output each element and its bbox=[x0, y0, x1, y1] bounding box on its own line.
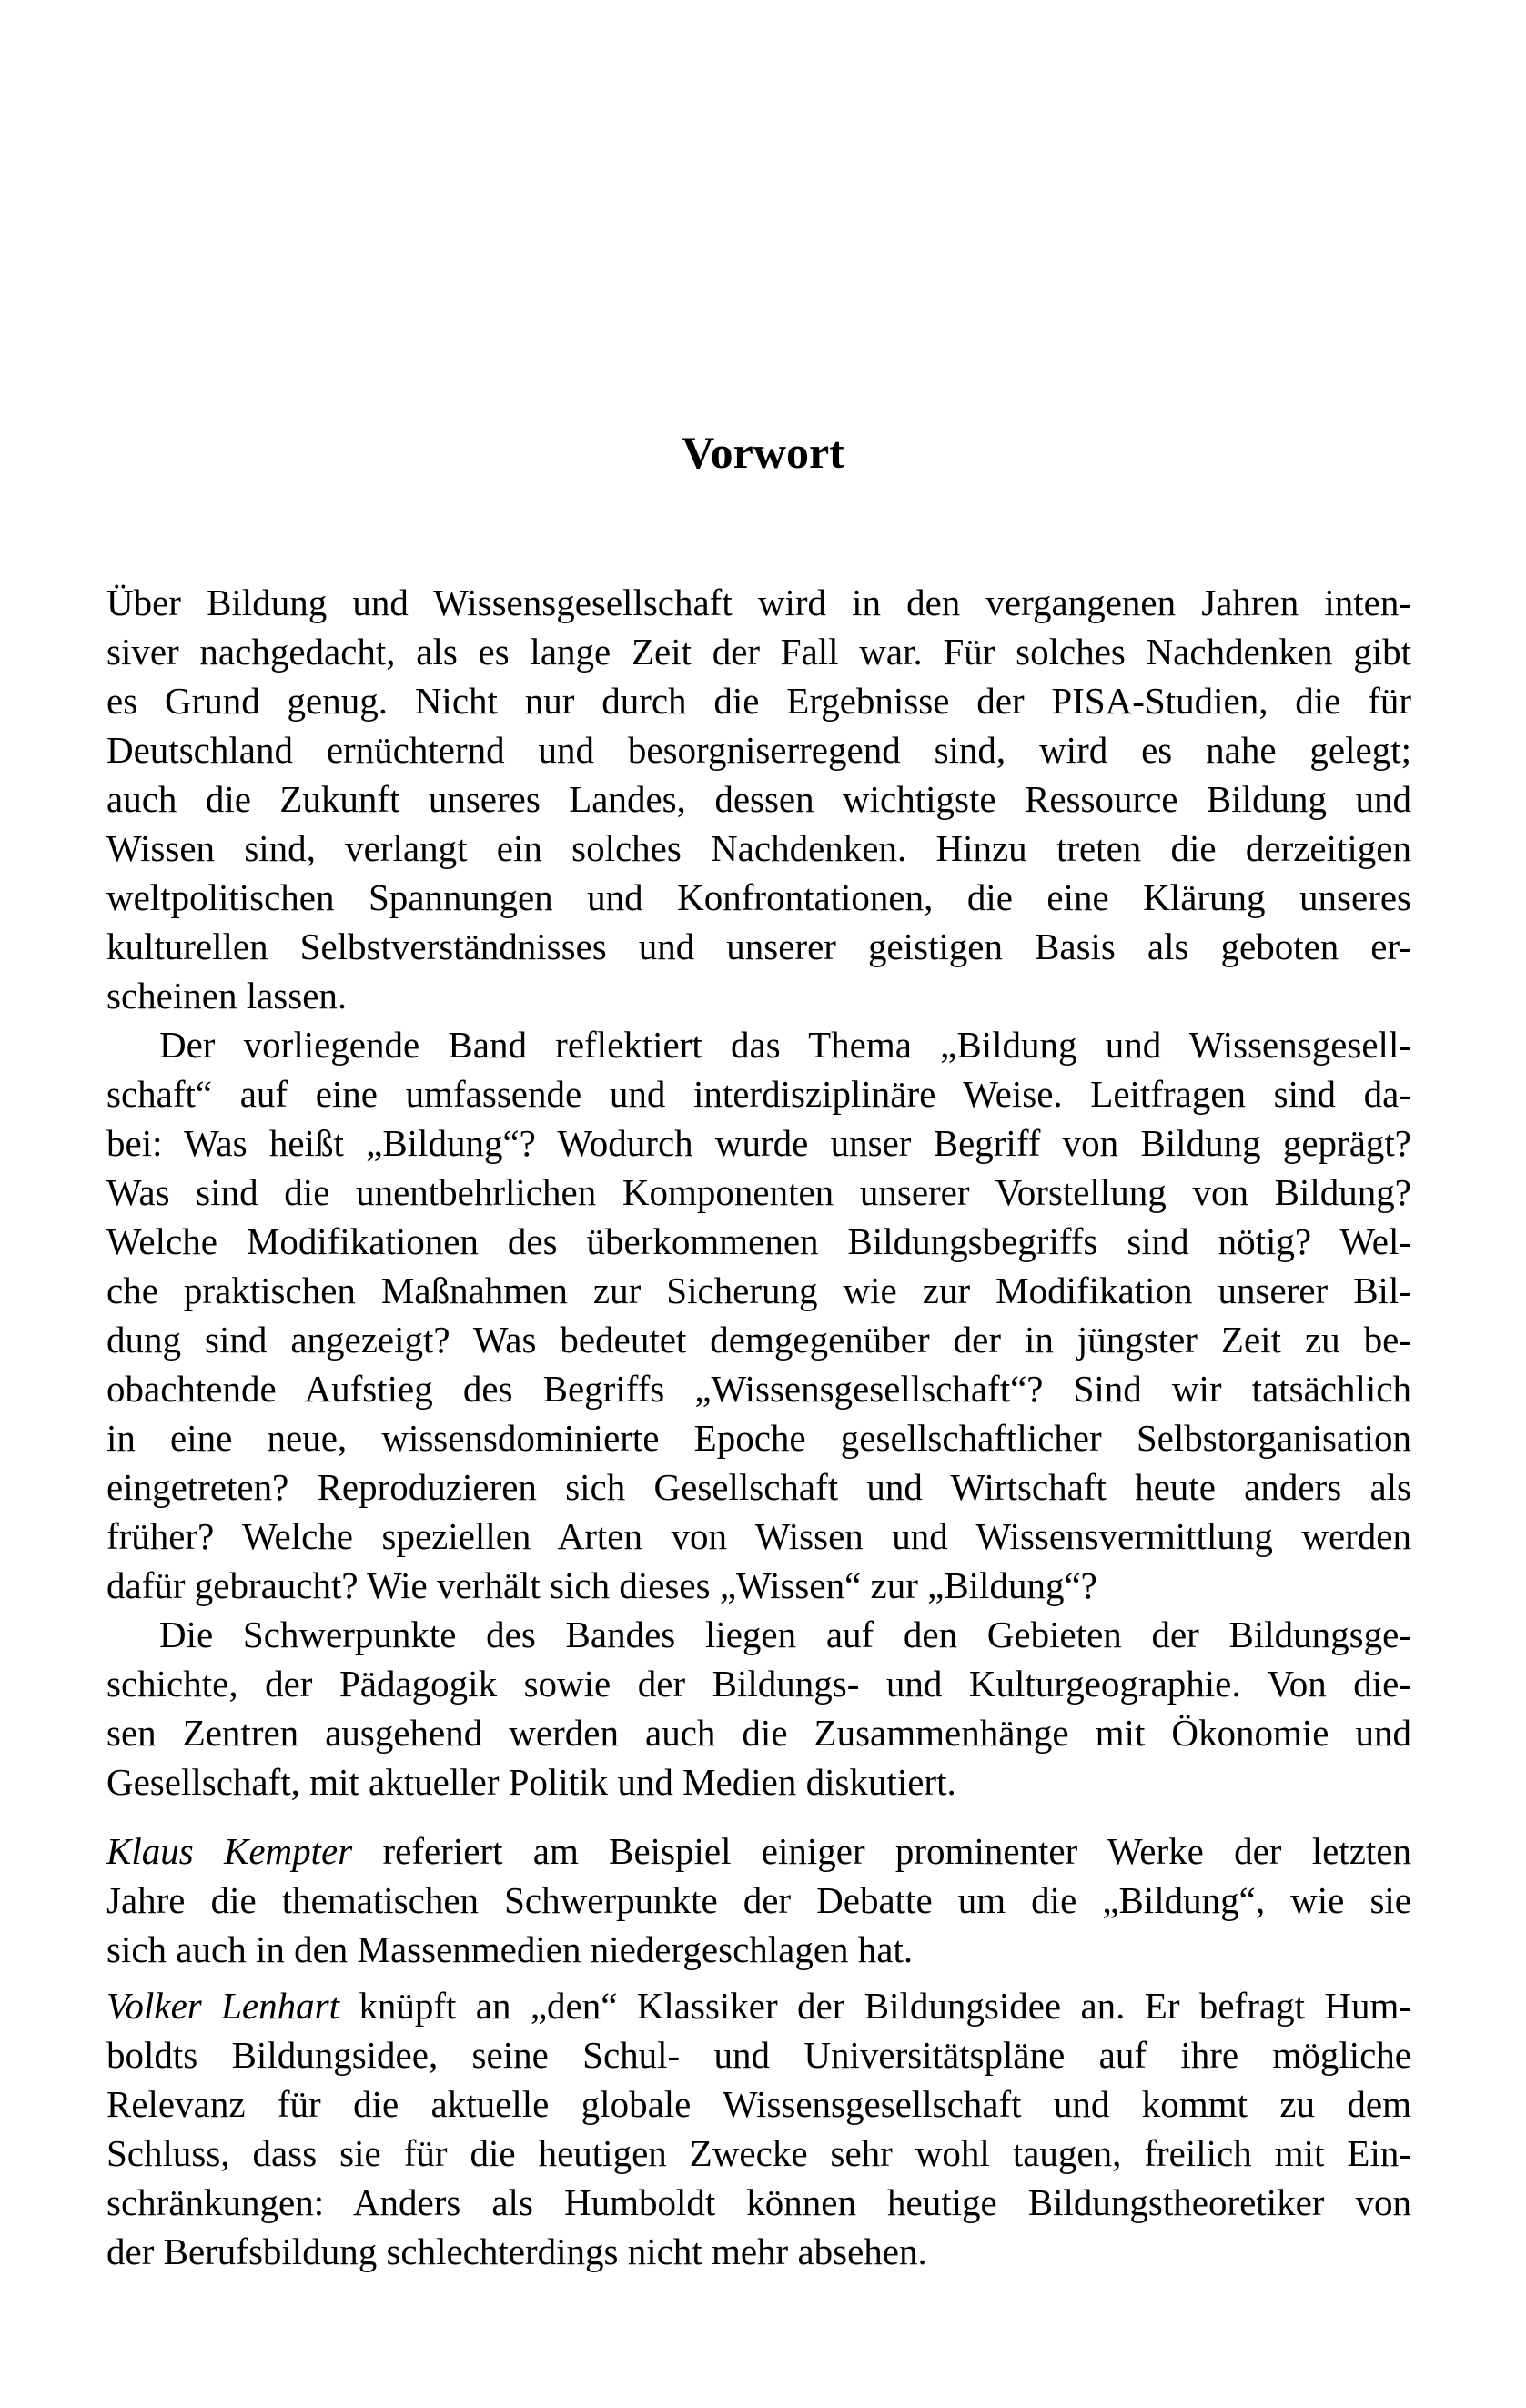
text-line: in eine neue, wissensdominierte Epoche gesellschaftlicher Selbstorganisation bbox=[106, 1417, 1411, 1459]
body-text bbox=[106, 578, 1411, 2276]
author-name: Klaus Kempter bbox=[106, 1830, 353, 1872]
paragraph bbox=[106, 1981, 1411, 2276]
text-line bbox=[106, 1981, 1411, 2030]
text-line: auch die Zukunft unseres Landes, dessen wichtigste Ressource Bildung und bbox=[106, 778, 1411, 820]
text-line: Über Bildung und Wissensgesellschaft wird in den vergangenen Jahren inten- bbox=[106, 582, 1411, 623]
paragraph bbox=[106, 578, 1411, 1020]
page-title: Vorwort bbox=[682, 427, 844, 478]
text-line: Wissen sind, verlangt ein solches Nachdenken. Hinzu treten die derzeitigen bbox=[106, 827, 1411, 869]
text-line: Der vorliegende Band reflektiert das Thema „Bildung und Wissensgesell- bbox=[159, 1024, 1411, 1066]
text-line: kulturellen Selbstverständnisses und unserer geistigen Basis als geboten er- bbox=[106, 926, 1411, 967]
text-line: Welche Modifikationen des überkommenen Bildungsbegriffs sind nötig? Wel- bbox=[106, 1220, 1411, 1262]
text-line: bei: Was heißt „Bildung“? Wodurch wurde unser Begriff von Bildung geprägt? bbox=[106, 1122, 1411, 1164]
paragraph bbox=[106, 1610, 1411, 1806]
text-line: sen Zentren ausgehend werden auch die Zusammenhänge mit Ökonomie und bbox=[106, 1712, 1411, 1754]
text-line bbox=[106, 1826, 1411, 1876]
text-line: scheinen lassen. bbox=[106, 975, 348, 1017]
text-line: schichte, der Pädagogik sowie der Bildungs- und Kulturgeographie. Von die- bbox=[106, 1663, 1411, 1705]
text-line: schränkungen: Anders als Humboldt können heutige Bildungstheoretiker von bbox=[106, 2181, 1411, 2223]
text-line: dafür gebraucht? Wie verhält sich dieses „Wissen“ zur „Bildung“? bbox=[106, 1564, 1097, 1606]
text-line: dung sind angezeigt? Was bedeutet demgegenüber der in jüngster Zeit zu be- bbox=[106, 1319, 1411, 1361]
text-line: es Grund genug. Nicht nur durch die Ergebnisse der PISA-Studien, die für bbox=[106, 680, 1411, 722]
text-line: eingetreten? Reproduzieren sich Gesellschaft und Wirtschaft heute anders als bbox=[106, 1466, 1411, 1508]
author-name: Volker Lenhart bbox=[106, 1985, 339, 2027]
paragraph bbox=[106, 1020, 1411, 1610]
text-line: weltpolitischen Spannungen und Konfrontationen, die eine Klärung unseres bbox=[106, 876, 1411, 918]
line-text: referiert am Beispiel einiger prominenter Werke der letzten bbox=[352, 1830, 1411, 1872]
text-line: früher? Welche speziellen Arten von Wissen und Wissensvermittlung werden bbox=[106, 1515, 1411, 1557]
text-line: siver nachgedacht, als es lange Zeit der Fall war. Für solches Nachdenken gibt bbox=[106, 631, 1411, 673]
text-line: schaft“ auf eine umfassende und interdisziplinäre Weise. Leitfragen sind da- bbox=[106, 1073, 1411, 1115]
text-line: sich auch in den Massenmedien niedergeschlagen hat. bbox=[106, 1928, 914, 1970]
text-line: Relevanz für die aktuelle globale Wissensgesellschaft und kommt zu dem bbox=[106, 2083, 1411, 2125]
line-text: knüpft an „den“ Klassiker der Bildungsidee an. Er befragt Hum- bbox=[339, 1985, 1411, 2027]
text-line: che praktischen Maßnahmen zur Sicherung wie zur Modifikation unserer Bil- bbox=[106, 1270, 1411, 1311]
text-line: Was sind die unentbehrlichen Komponenten unserer Vorstellung von Bildung? bbox=[106, 1171, 1411, 1213]
text-line: obachtende Aufstieg des Begriffs „Wissensgesellschaft“? Sind wir tatsächlich bbox=[106, 1368, 1411, 1410]
text-line: der Berufsbildung schlechterdings nicht mehr absehen. bbox=[106, 2231, 927, 2272]
text-line: boldts Bildungsidee, seine Schul- und Universitätspläne auf ihre mögliche bbox=[106, 2034, 1411, 2076]
paragraph bbox=[106, 1826, 1411, 1974]
text-line: Jahre die thematischen Schwerpunkte der Debatte um die „Bildung“, wie sie bbox=[106, 1879, 1411, 1921]
text-line: Schluss, dass sie für die heutigen Zwecke sehr wohl taugen, freilich mit Ein- bbox=[106, 2132, 1411, 2174]
text-line: Deutschland ernüchternd und besorgniserregend sind, wird es nahe gelegt; bbox=[106, 729, 1411, 771]
text-line: Gesellschaft, mit aktueller Politik und Medien diskutiert. bbox=[106, 1761, 956, 1803]
text-line: Die Schwerpunkte des Bandes liegen auf den Gebieten der Bildungsge- bbox=[159, 1614, 1411, 1655]
